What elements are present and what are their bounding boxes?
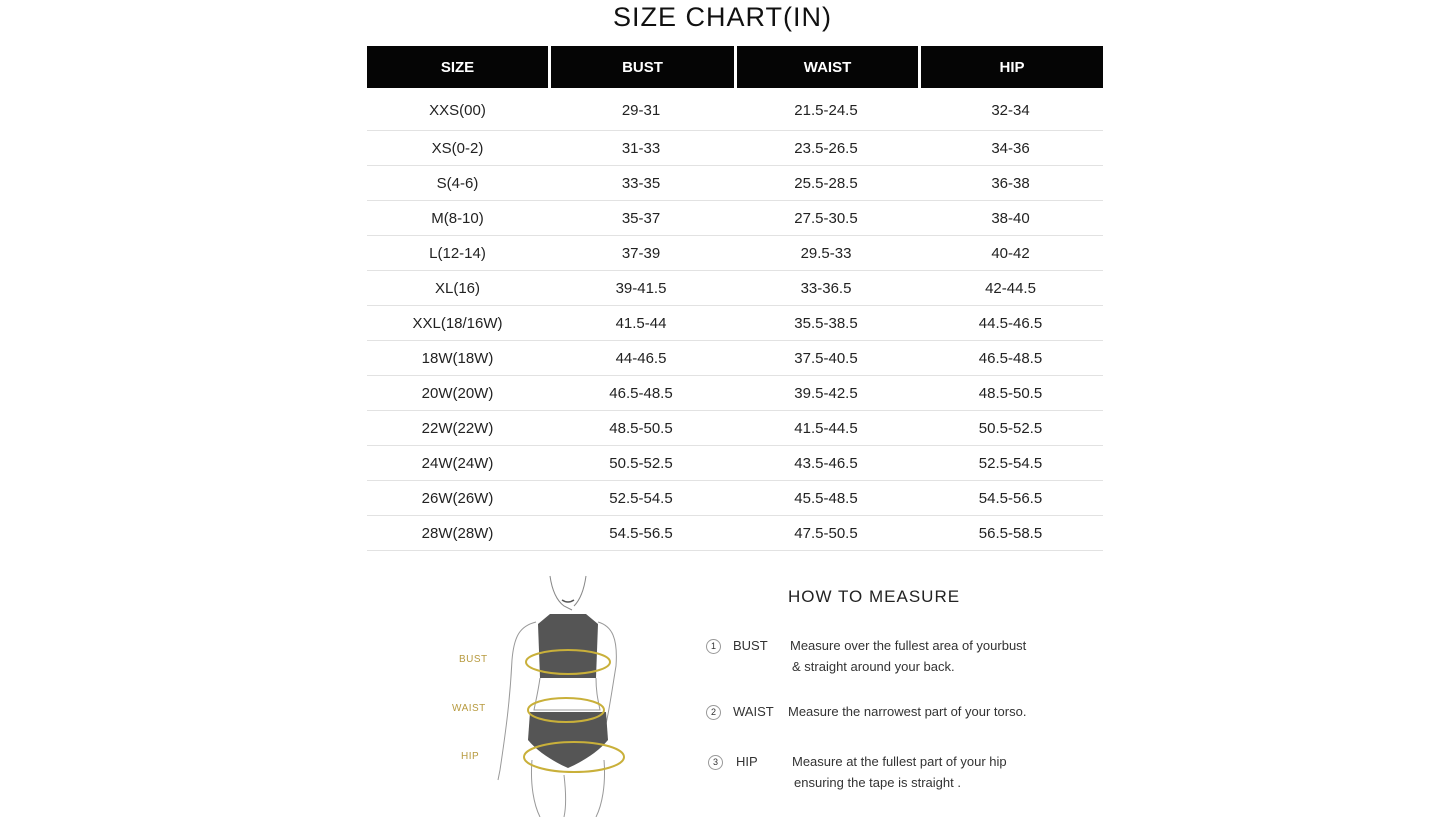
bust-cell: 31-33 <box>548 131 734 166</box>
neck-line <box>550 576 572 610</box>
step-number-2-icon: 2 <box>706 705 721 720</box>
step-desc-bust-line1: Measure over the fullest area of yourbust <box>790 638 1027 653</box>
hip-cell: 52.5-54.5 <box>918 446 1103 481</box>
table-row <box>367 236 1103 271</box>
hip-cell: 34-36 <box>918 131 1103 166</box>
table-row <box>367 376 1103 411</box>
hip-cell: 42-44.5 <box>918 271 1103 306</box>
bust-cell: 37-39 <box>548 236 734 271</box>
step-desc-waist-line1: Measure the narrowest part of your torso. <box>788 704 1027 719</box>
step-number-3-icon: 3 <box>708 755 723 770</box>
step-number-1-icon: 1 <box>706 639 721 654</box>
waist-cell: 29.5-33 <box>734 236 918 271</box>
step-desc-hip-line1: Measure at the fullest part of your hip <box>792 754 1007 769</box>
size-cell: 28W(28W) <box>367 516 548 551</box>
bust-cell: 46.5-48.5 <box>548 376 734 411</box>
waist-cell: 41.5-44.5 <box>734 411 918 446</box>
table-row <box>367 131 1103 166</box>
size-cell: 26W(26W) <box>367 481 548 516</box>
bottom-garment-icon <box>528 712 608 768</box>
size-cell: 24W(24W) <box>367 446 548 481</box>
figure-label-hip: HIP <box>461 751 480 762</box>
header-hip: HIP <box>918 46 1103 88</box>
chin-icon <box>562 600 574 602</box>
hip-cell: 48.5-50.5 <box>918 376 1103 411</box>
bust-cell: 48.5-50.5 <box>548 411 734 446</box>
left-arm-outline <box>498 622 536 780</box>
waist-cell: 47.5-50.5 <box>734 516 918 551</box>
size-cell: L(12-14) <box>367 236 548 271</box>
header-bust: BUST <box>548 46 734 88</box>
bust-cell: 50.5-52.5 <box>548 446 734 481</box>
how-to-measure-title: HOW TO MEASURE <box>788 587 961 606</box>
bust-cell: 29-31 <box>548 88 734 131</box>
header-size: SIZE <box>367 46 548 88</box>
table-body <box>367 88 1103 551</box>
waist-cell: 25.5-28.5 <box>734 166 918 201</box>
bust-cell: 35-37 <box>548 201 734 236</box>
bust-cell: 52.5-54.5 <box>548 481 734 516</box>
waist-cell: 43.5-46.5 <box>734 446 918 481</box>
bust-cell: 39-41.5 <box>548 271 734 306</box>
size-chart-table <box>367 46 1103 551</box>
hip-cell: 38-40 <box>918 201 1103 236</box>
waist-cell: 21.5-24.5 <box>734 88 918 131</box>
size-cell: S(4-6) <box>367 166 548 201</box>
hip-cell: 56.5-58.5 <box>918 516 1103 551</box>
size-cell: XXL(18/16W) <box>367 306 548 341</box>
bust-cell: 33-35 <box>548 166 734 201</box>
top-garment-icon <box>538 614 598 678</box>
torso-outline <box>534 678 600 710</box>
step-name-bust: BUST <box>733 638 768 653</box>
step-desc-hip-line2: ensuring the tape is straight . <box>794 775 961 790</box>
bust-cell: 54.5-56.5 <box>548 516 734 551</box>
size-cell: 20W(20W) <box>367 376 548 411</box>
table-row <box>367 271 1103 306</box>
table-row <box>367 88 1103 131</box>
size-cell: XL(16) <box>367 271 548 306</box>
hip-cell: 54.5-56.5 <box>918 481 1103 516</box>
table-row <box>367 166 1103 201</box>
step-name-waist: WAIST <box>733 704 774 719</box>
hip-cell: 36-38 <box>918 166 1103 201</box>
table-header-row <box>367 46 1103 88</box>
table-row <box>367 411 1103 446</box>
size-cell: M(8-10) <box>367 201 548 236</box>
table-row <box>367 341 1103 376</box>
waist-cell: 33-36.5 <box>734 271 918 306</box>
waist-cell: 35.5-38.5 <box>734 306 918 341</box>
step-name-hip: HIP <box>736 754 758 769</box>
hip-cell: 46.5-48.5 <box>918 341 1103 376</box>
waist-cell: 23.5-26.5 <box>734 131 918 166</box>
size-cell: XXS(00) <box>367 88 548 131</box>
waist-cell: 27.5-30.5 <box>734 201 918 236</box>
figure-label-bust: BUST <box>459 654 488 665</box>
neck-line-right <box>574 576 586 606</box>
table-row <box>367 481 1103 516</box>
inner-leg-outline <box>564 775 566 817</box>
bust-cell: 41.5-44 <box>548 306 734 341</box>
header-waist: WAIST <box>734 46 918 88</box>
body-measurement-figure <box>440 570 660 817</box>
page-title: SIZE CHART(IN) <box>612 2 832 32</box>
size-cell: 18W(18W) <box>367 341 548 376</box>
body-outline-illustration <box>440 570 660 817</box>
waist-cell: 37.5-40.5 <box>734 341 918 376</box>
bust-cell: 44-46.5 <box>548 341 734 376</box>
figure-label-waist: WAIST <box>452 703 486 714</box>
waist-cell: 39.5-42.5 <box>734 376 918 411</box>
hip-cell: 44.5-46.5 <box>918 306 1103 341</box>
hip-cell: 50.5-52.5 <box>918 411 1103 446</box>
size-cell: 22W(22W) <box>367 411 548 446</box>
table-row <box>367 516 1103 551</box>
step-desc-bust-line2: & straight around your back. <box>792 659 955 674</box>
size-cell: XS(0-2) <box>367 131 548 166</box>
table-row <box>367 446 1103 481</box>
table-row <box>367 306 1103 341</box>
waist-cell: 45.5-48.5 <box>734 481 918 516</box>
hip-cell: 32-34 <box>918 88 1103 131</box>
hip-cell: 40-42 <box>918 236 1103 271</box>
table-row <box>367 201 1103 236</box>
